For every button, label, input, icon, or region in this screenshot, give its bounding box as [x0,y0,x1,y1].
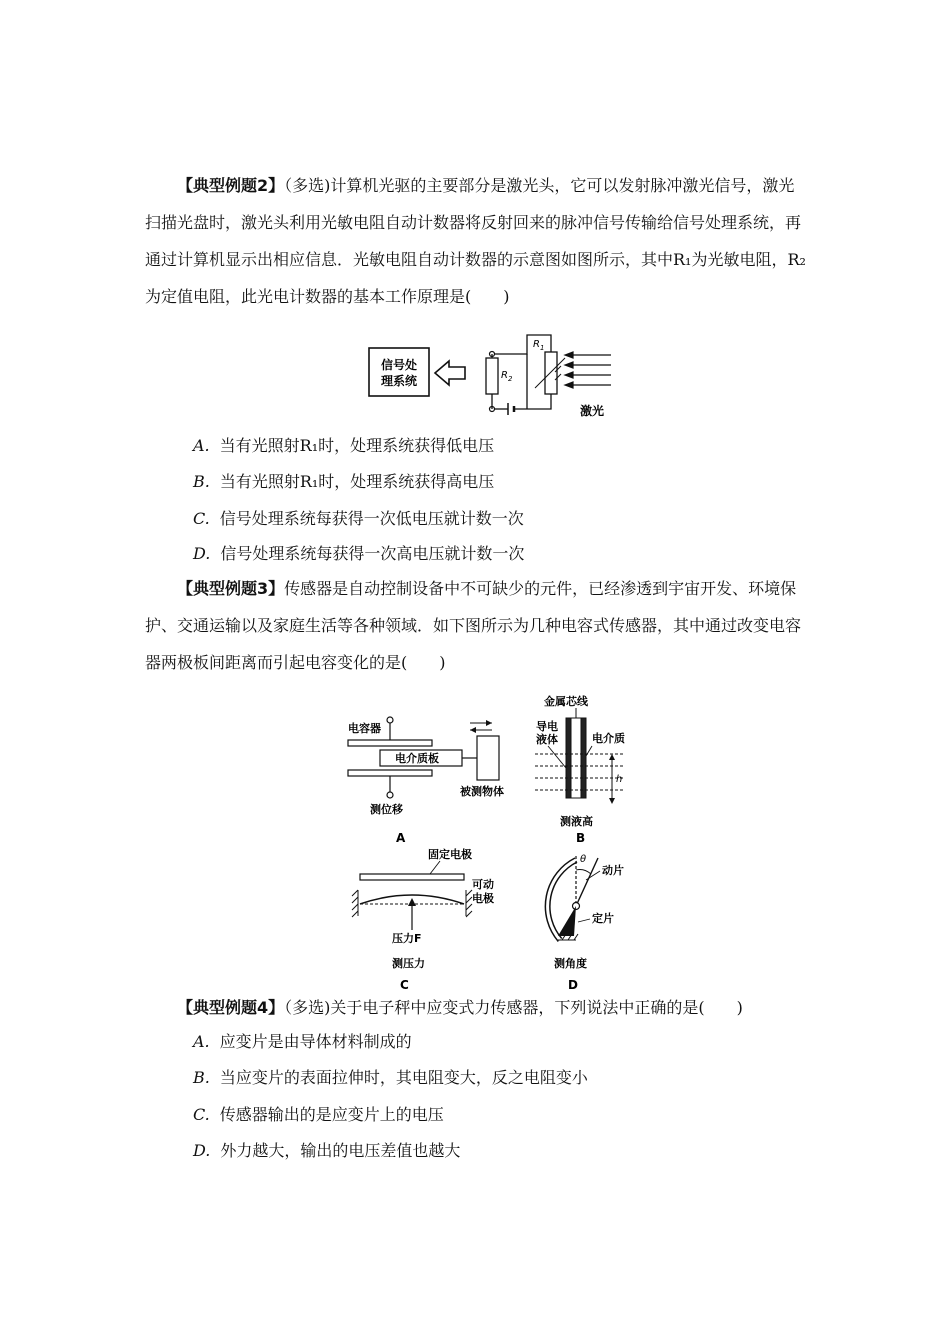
q2-option-a: A. 当有光照射R₁时，处理系统获得低电压 [193,436,495,455]
sensor-d-angle [548,854,624,990]
question-2-text: （多选)计算机光驱的主要部分是激光头，它可以发射脉冲激光信号，激光扫描光盘时，激光头利用光敏电阻自动计数器将反射回来的脉冲信号传输给信号处理系统，再通过计算机显示出相应信息．光敏电阻自动计数器的示意图如图所示，其中R₁为光敏电阻，R₂为定值电阻，此光电计数器的基本工作原理是( ) [145,176,806,306]
q2-option-b: B. 当有光照射R₁时，处理系统获得高电压 [193,472,495,491]
sensor-b-liquid-level [535,694,625,845]
svg-text:电介质板: 电介质板 [395,752,439,765]
figure-capacitive-sensors [340,690,640,990]
svg-text:测角度: 测角度 [554,957,587,970]
question-2 [145,167,810,315]
question-4-text: （多选)关于电子秤中应变式力传感器，下列说法中正确的是( ) [284,998,743,1017]
svg-text:测压力: 测压力 [392,957,425,970]
question-2-tag: 【典型例题2】 [177,176,285,195]
q2-option-c: C. 信号处理系统每获得一次低电压就计数一次 [193,509,524,528]
sensor-c-pressure [352,847,494,990]
figure-photoresistor-counter [365,332,635,420]
question-4-tag: 【典型例题4】 [177,998,285,1017]
question-3-text: 传感器是自动控制设备中不可缺少的元件，已经渗透到宇宙开发、环境保护、交通运输以及家庭生活等各种领域．如下图所示为几种电容式传感器，其中通过改变电容器两极板间距离而引起电容变化的是( ) [145,579,802,672]
svg-text:金属芯线: 金属芯线 [544,695,588,708]
label-laser: 激光 [580,404,605,418]
svg-text:D: D [568,978,578,990]
signal-system-box [369,348,429,396]
q4-option-b: B. 当应变片的表面拉伸时，其电阻变大，反之电阻变小 [193,1068,588,1087]
sensor-a-displacement [348,717,504,845]
resistor-r2 [486,358,498,394]
svg-text:压力F: 压力F [392,932,422,945]
laser-rays [565,352,611,388]
svg-text:电介质: 电介质 [592,732,625,745]
svg-text:测位移: 测位移 [370,803,403,816]
q4-option-c: C. 传感器输出的是应变片上的电压 [193,1105,444,1124]
photoresistor-r1 [545,352,557,394]
hollow-arrow [435,361,465,385]
question-3-tag: 【典型例题3】 [177,579,285,598]
question-3 [145,570,810,681]
svg-text:动片: 动片 [602,864,624,877]
svg-text:C: C [400,978,409,990]
label-r2: $R_2$ [501,370,513,383]
svg-text:导电: 导电 [536,720,558,733]
svg-text:A: A [396,831,406,845]
signal-system-label-2: 理系统 [380,374,418,388]
svg-text:电极: 电极 [472,892,494,905]
svg-text:固定电极: 固定电极 [428,848,472,861]
svg-text:θ: θ [580,854,587,865]
q2-option-d: D. 信号处理系统每获得一次高电压就计数一次 [193,544,525,563]
svg-text:液体: 液体 [536,733,558,746]
svg-text:h: h [616,774,623,785]
signal-system-label-1: 信号处 [380,358,418,372]
svg-text:定片: 定片 [592,912,614,925]
svg-text:被测物体: 被测物体 [460,785,504,798]
svg-text:电容器: 电容器 [348,722,381,735]
q4-option-d: D. 外力越大，输出的电压差值也越大 [193,1141,461,1160]
question-4 [177,989,817,1026]
svg-text:B: B [576,831,586,845]
svg-text:可动: 可动 [472,878,494,891]
q4-option-a: A. 应变片是由导体材料制成的 [193,1032,412,1051]
svg-text:测液高: 测液高 [560,815,593,828]
label-r1: $R_1$ [533,339,545,352]
